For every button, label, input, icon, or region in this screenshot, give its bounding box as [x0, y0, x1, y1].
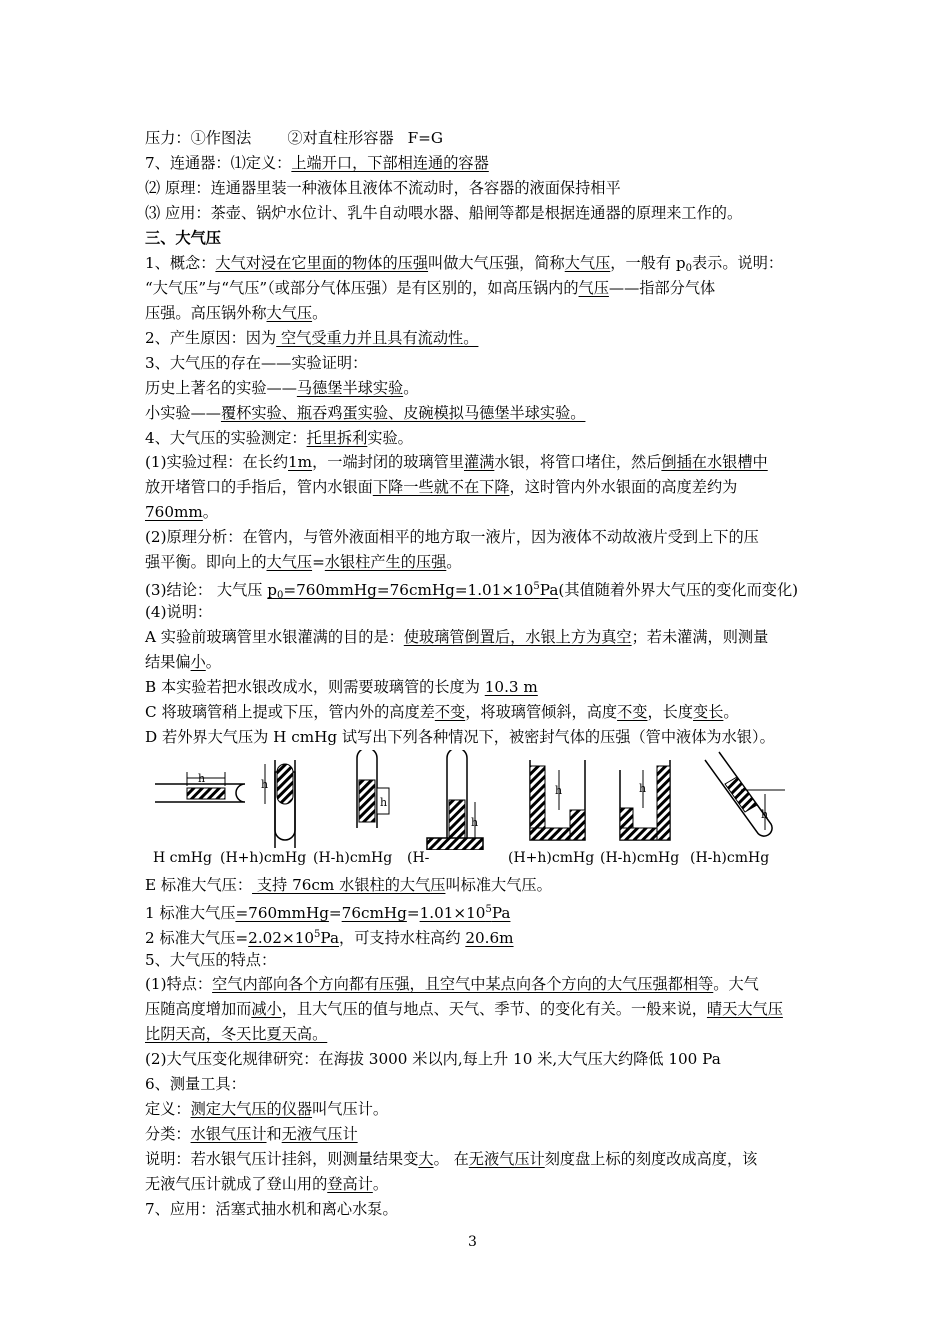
text: 。	[372, 1175, 388, 1193]
tools-note-2	[145, 1174, 388, 1194]
caption-7: (H-h)cmHg	[690, 850, 770, 866]
text: 。 在	[433, 1150, 469, 1168]
text: ——指部分气体	[608, 279, 716, 297]
text: 2、产生原因：因为	[145, 329, 277, 347]
underlined-answer: 气压	[578, 279, 609, 297]
text: 实验。	[367, 429, 413, 447]
text: =	[312, 553, 325, 571]
analysis-line-2	[145, 552, 461, 572]
features-line-2	[145, 999, 783, 1019]
history-experiment-line	[145, 378, 418, 398]
figure-tube-in-trough	[427, 750, 483, 850]
text: “大气压”与“气压”（或部分气体压强）是有区别的，如高压锅内的	[145, 279, 579, 297]
tools-definition	[145, 1099, 388, 1119]
underlined-answer: 下降一些就不在下降	[372, 478, 510, 496]
text: 和	[266, 1125, 282, 1143]
cause-line	[145, 328, 478, 348]
text: (1)实验过程：在长约	[145, 453, 289, 471]
applications-line: 7、应用：活塞式抽水机和离心水泵。	[145, 1200, 398, 1218]
features-line-1	[145, 974, 759, 994]
text: 。	[202, 503, 218, 521]
text: 压随高度增加而	[145, 1000, 252, 1018]
underlined-answer: 大气压	[564, 254, 611, 272]
two-atm-line	[145, 925, 514, 948]
text: 强平衡。即向上的	[145, 553, 267, 571]
text: Pa	[491, 904, 511, 922]
underlined-answer: 无液气压计	[468, 1150, 545, 1168]
figure-vertical-tube-open-down	[261, 760, 295, 848]
underlined-answer: 大气压	[266, 553, 313, 571]
text: (3)结论： 大气压	[145, 581, 268, 599]
underlined-answer: =760mmHg	[235, 904, 329, 922]
underlined-answer: 1m	[288, 453, 313, 471]
text: ，将玻璃管倾斜，高度	[465, 703, 618, 721]
text: 。	[723, 703, 739, 721]
connector-application: ⑶ 应用：茶壶、锅炉水位计、乳牛自动喂水器、船闸等都是根据连通器的原理来工作的。	[145, 204, 743, 222]
text: 压强。高压锅外称	[145, 304, 267, 322]
text: ，这时管内外水银面的高度差约为	[509, 478, 738, 496]
subscript: 0	[685, 263, 692, 274]
concept-line	[145, 253, 783, 279]
underlined-answer: 比阴天高，冬天比夏天高。	[145, 1025, 328, 1043]
features-line-3	[145, 1024, 327, 1044]
text: (1)特点：	[145, 975, 213, 993]
process-line-3	[145, 502, 218, 522]
caption-3: (H-h)cmHg	[313, 850, 393, 866]
note-a-line-1	[145, 627, 768, 647]
superscript: 5	[485, 904, 492, 915]
text: 叫气压计。	[312, 1100, 388, 1118]
figure-tilted-tube	[705, 752, 785, 836]
text: 无液气压计就成了登山用的	[145, 1175, 328, 1193]
text: p	[267, 581, 278, 599]
section-heading: 三、大气压	[145, 229, 221, 247]
h-label: h	[198, 772, 206, 785]
underlined-answer: 76cmHg	[341, 904, 407, 922]
text: ，长度	[647, 703, 694, 721]
text: 定义：	[145, 1100, 191, 1118]
text: B 本实验若把水银改成水，则需要玻璃管的长度为	[145, 678, 485, 696]
text: 。	[312, 304, 328, 322]
text: 表示。说明：	[691, 254, 784, 272]
h-label: h	[555, 784, 563, 797]
underlined-answer: 马德堡半球实验	[296, 379, 404, 397]
text: Pa	[320, 929, 339, 947]
tools-note-1	[145, 1149, 757, 1169]
caption-6: (H-h)cmHg	[600, 850, 680, 866]
underlined-answer: 水银气压计	[190, 1125, 267, 1143]
underlined-answer: 大气压	[266, 304, 313, 322]
text: 。	[205, 653, 221, 671]
underlined-answer: 托里拆利	[306, 429, 368, 447]
conclusion-line	[145, 577, 798, 606]
underlined-answer: 测定大气压的仪器	[190, 1100, 313, 1118]
text: 7、连通器：⑴定义：	[145, 154, 292, 172]
underlined-answer: 小	[190, 653, 206, 671]
text: 1.01×10	[419, 904, 486, 922]
text: 小实验——	[145, 404, 221, 422]
underlined-answer: 20.6m	[465, 929, 514, 947]
text: ，一端封闭的玻璃管里	[312, 453, 464, 471]
underlined-answer: 减小	[251, 1000, 282, 1018]
underlined-answer: 水银柱产生的压强	[324, 553, 447, 571]
note-d-line: D 若外界大气压为 H cmHg 试写出下列各种情况下，被密封气体的压强（管中液体为水银）。	[145, 728, 775, 746]
text: C 将玻璃管稍上提或下压，管内外的高度差	[145, 703, 435, 721]
text: =	[328, 904, 342, 922]
h-label: h	[261, 778, 269, 791]
figure-vertical-tube-closed-up	[357, 750, 389, 828]
pressure-tubes-diagram	[145, 750, 785, 850]
text: Pa	[539, 581, 559, 599]
underlined-answer: 覆杯实验、瓶吞鸡蛋实验、皮碗模拟马德堡半球实验。	[220, 404, 586, 422]
underlined-answer: 大气对浸在它里面的物体的压强	[215, 254, 429, 272]
one-atm-line	[145, 900, 510, 923]
text: 分类：	[145, 1125, 191, 1143]
text: 刻度盘上标的刻度改成高度，该	[544, 1150, 758, 1168]
underlined-answer: 大	[418, 1150, 434, 1168]
text: (其值随着外界大气压的变化而变化)	[558, 581, 799, 599]
subscript: 0	[277, 590, 284, 601]
caption-1: H cmHg	[153, 850, 212, 866]
page-number: 3	[468, 1234, 477, 1250]
figure-horizontal-tube	[155, 772, 245, 802]
text: 。	[446, 553, 462, 571]
analysis-line-1: (2)原理分析：在管内，与管外液面相平的地方取一液片，因为液体不动故液片受到上下的压	[145, 528, 759, 546]
underlined-answer: 无液气压计	[281, 1125, 358, 1143]
concept-line-2	[145, 278, 715, 298]
h-label: h	[380, 796, 388, 809]
underlined-answer: 倒插在水银槽中	[661, 453, 768, 471]
caption-2: (H+h)cmHg	[220, 850, 307, 866]
text: 放开堵管口的手指后，管内水银面	[145, 478, 373, 496]
text: A 实验前玻璃管里水银灌满的目的是：	[145, 628, 404, 646]
underlined-answer: 上端开口，下部相连通的容器	[291, 154, 489, 172]
text: ，且大气压的值与地点、天气、季节、的变化有关。一般来说，	[281, 1000, 707, 1018]
underlined-answer: 空气受重力并且具有流动性。	[276, 329, 479, 347]
text: ，一般有 p	[610, 254, 686, 272]
note-heading: (4)说明：	[145, 603, 213, 621]
pressure-line	[145, 128, 443, 148]
concept-line-3	[145, 303, 327, 323]
caption-5: (H+h)cmHg	[508, 850, 595, 866]
text: 。大气	[713, 975, 759, 993]
text: 叫做大气压强，简称	[428, 254, 565, 272]
underlined-answer: 空气内部向各个方向都有压强，且空气中某点向各个方向的大气压强都相等	[212, 975, 714, 993]
underlined-answer: 使玻璃管倒置后，水银上方为真空	[403, 628, 632, 646]
text: F=G	[407, 129, 444, 147]
h-label: h	[639, 782, 647, 795]
underlined-answer: 晴天大气压	[706, 1000, 783, 1018]
process-line-2	[145, 477, 737, 497]
underlined-answer: 不变	[434, 703, 466, 721]
caption-4: (H-	[407, 850, 430, 866]
underlined-answer: 登高计	[327, 1175, 373, 1193]
underlined-answer: 变长	[693, 703, 724, 721]
text: ；若未灌满，则测量	[631, 628, 769, 646]
small-experiment-line	[145, 403, 585, 423]
figure-u-tube-lower	[620, 760, 670, 840]
text: 。	[403, 379, 419, 397]
standard-pressure-line	[145, 875, 552, 895]
note-a-line-2	[145, 652, 221, 672]
measurement-line	[145, 428, 413, 448]
connector-principle: ⑵ 原理：连通器里装一种液体且液体不流动时，各容器的液面保持相平	[145, 179, 621, 197]
text: 说明：若水银气压计挂斜，则测量结果变	[145, 1150, 419, 1168]
text: 水银，将管口堵住，然后	[494, 453, 662, 471]
text: 结果偏	[145, 653, 191, 671]
h-label: h	[471, 816, 479, 829]
text: 历史上著名的实验——	[145, 379, 297, 397]
existence-line: 3、大气压的存在——实验证明：	[145, 354, 368, 372]
note-c-line	[145, 702, 739, 722]
text: 1 标准大气压	[145, 904, 236, 922]
tools-heading: 6、测量工具：	[145, 1075, 246, 1093]
underlined-answer: 支持 76cm 水银柱的大气压	[252, 876, 446, 894]
text: =	[406, 904, 420, 922]
h-label: h	[761, 808, 769, 821]
underlined-answer: 10.3 m	[484, 678, 538, 696]
superscript: 5	[314, 929, 321, 940]
text: =760mmHg=76cmHg=1.01×10	[283, 581, 534, 599]
features-heading: 5、大气压的特点：	[145, 951, 277, 969]
underlined-answer: 760mm	[145, 503, 203, 521]
altitude-rule-line: (2)大气压变化规律研究：在海拔 3000 米以内,每上升 10 米,大气压大约降低 100 Pa	[145, 1050, 721, 1068]
text: ②对直柱形容器	[287, 129, 394, 147]
text: 2.02×10	[248, 929, 315, 947]
figure-u-tube-higher	[530, 760, 585, 840]
connector-definition	[145, 153, 489, 173]
text: 1、概念：	[145, 254, 216, 272]
superscript: 5	[533, 581, 540, 592]
process-line-1	[145, 452, 768, 472]
note-b-line	[145, 677, 538, 697]
text: 压力：①作图法	[145, 129, 252, 147]
text: 叫标准大气压。	[445, 876, 552, 894]
underlined-answer: 不变	[617, 703, 648, 721]
text: 2 标准大气压=	[145, 929, 249, 947]
text: E 标准大气压：	[145, 876, 253, 894]
text: ，可支持水柱高约	[339, 929, 466, 947]
tools-classification	[145, 1124, 358, 1144]
text: 4、大气压的实验测定：	[145, 429, 307, 447]
underlined-answer: 灌满	[463, 453, 495, 471]
